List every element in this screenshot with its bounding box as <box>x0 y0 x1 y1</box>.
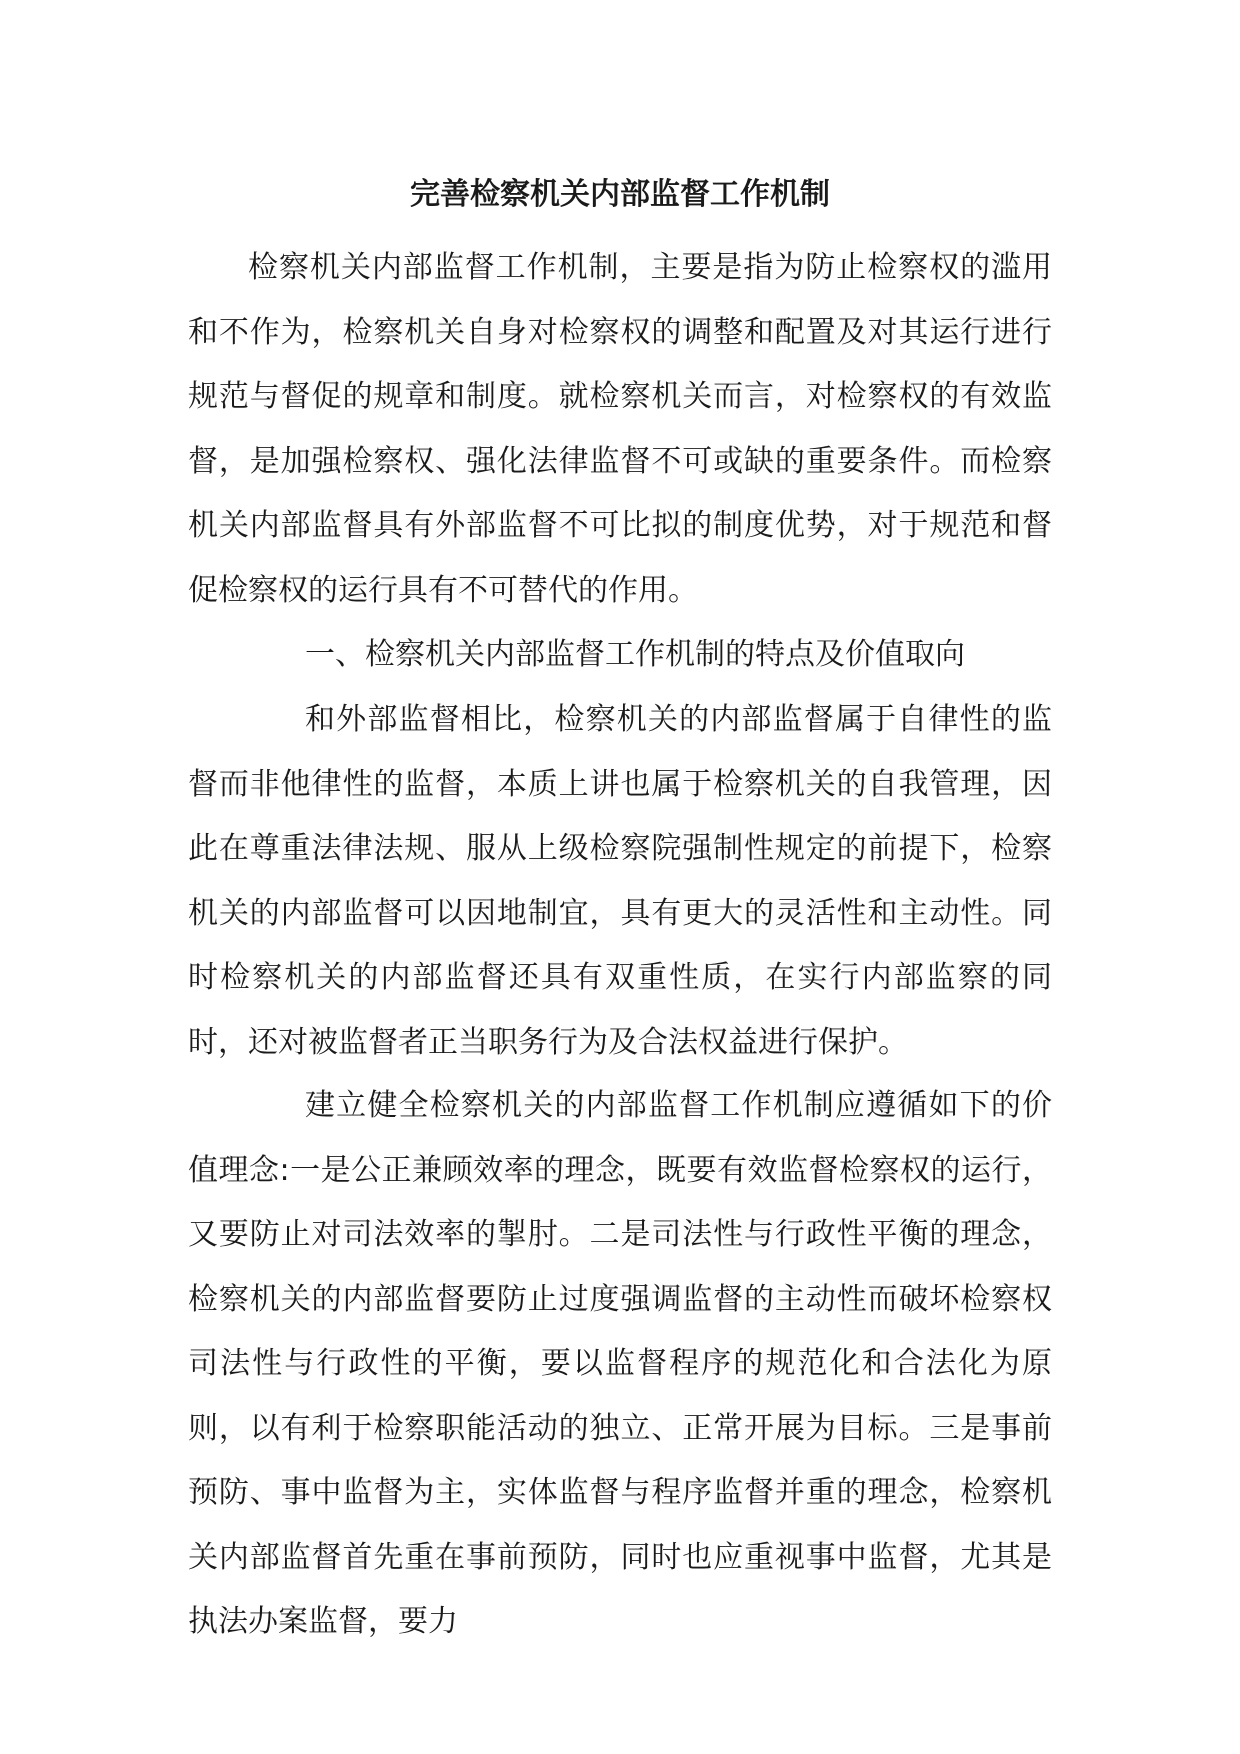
paragraph-characteristics: 和外部监督相比，检察机关的内部监督属于自律性的监督而非他律性的监督，本质上讲也属于检察机关的自我管理，因此在尊重法律法规、服从上级检察院强制性规定的前提下，检察机关的内部监督可以因地制宜，具有更大的灵活性和主动性。同时检察机关的内部监督还具有双重性质，在实行内部监察的同时，还对被监督者正当职务行为及合法权益进行保护。 <box>188 702 1052 1060</box>
paragraph-value-concepts: 建立健全检察机关的内部监督工作机制应遵循如下的价值理念:一是公正兼顾效率的理念，既要有效监督检察权的运行，又要防止对司法效率的掣肘。二是司法性与行政性平衡的理念，检察机关的内部监督要防止过度强调监督的主动性而破坏检察权司法性与行政性的平衡，要以监督程序的规范化和合法化为原则，以有利于检察职能活动的独立、正常开展为目标。三是事前预防、事中监督为主，实体监督与程序监督并重的理念，检察机关内部监督首先重在事前预防，同时也应重视事中监督，尤其是执法办案监督，要力 <box>188 1088 1052 1639</box>
paragraph-intro: 检察机关内部监督工作机制，主要是指为防止检察权的滥用和不作为，检察机关自身对检察权的调整和配置及对其运行进行规范与督促的规章和制度。就检察机关而言，对检察权的有效监督，是加强检察权、强化法律监督不可或缺的重要条件。而检察机关内部监督具有外部监督不可比拟的制度优势，对于规范和督促检察权的运行具有不可替代的作用。 <box>188 250 1052 608</box>
section-heading: 一、检察机关内部监督工作机制的特点及价值取向 <box>305 637 965 672</box>
document-title: 完善检察机关内部监督工作机制 <box>410 177 830 212</box>
